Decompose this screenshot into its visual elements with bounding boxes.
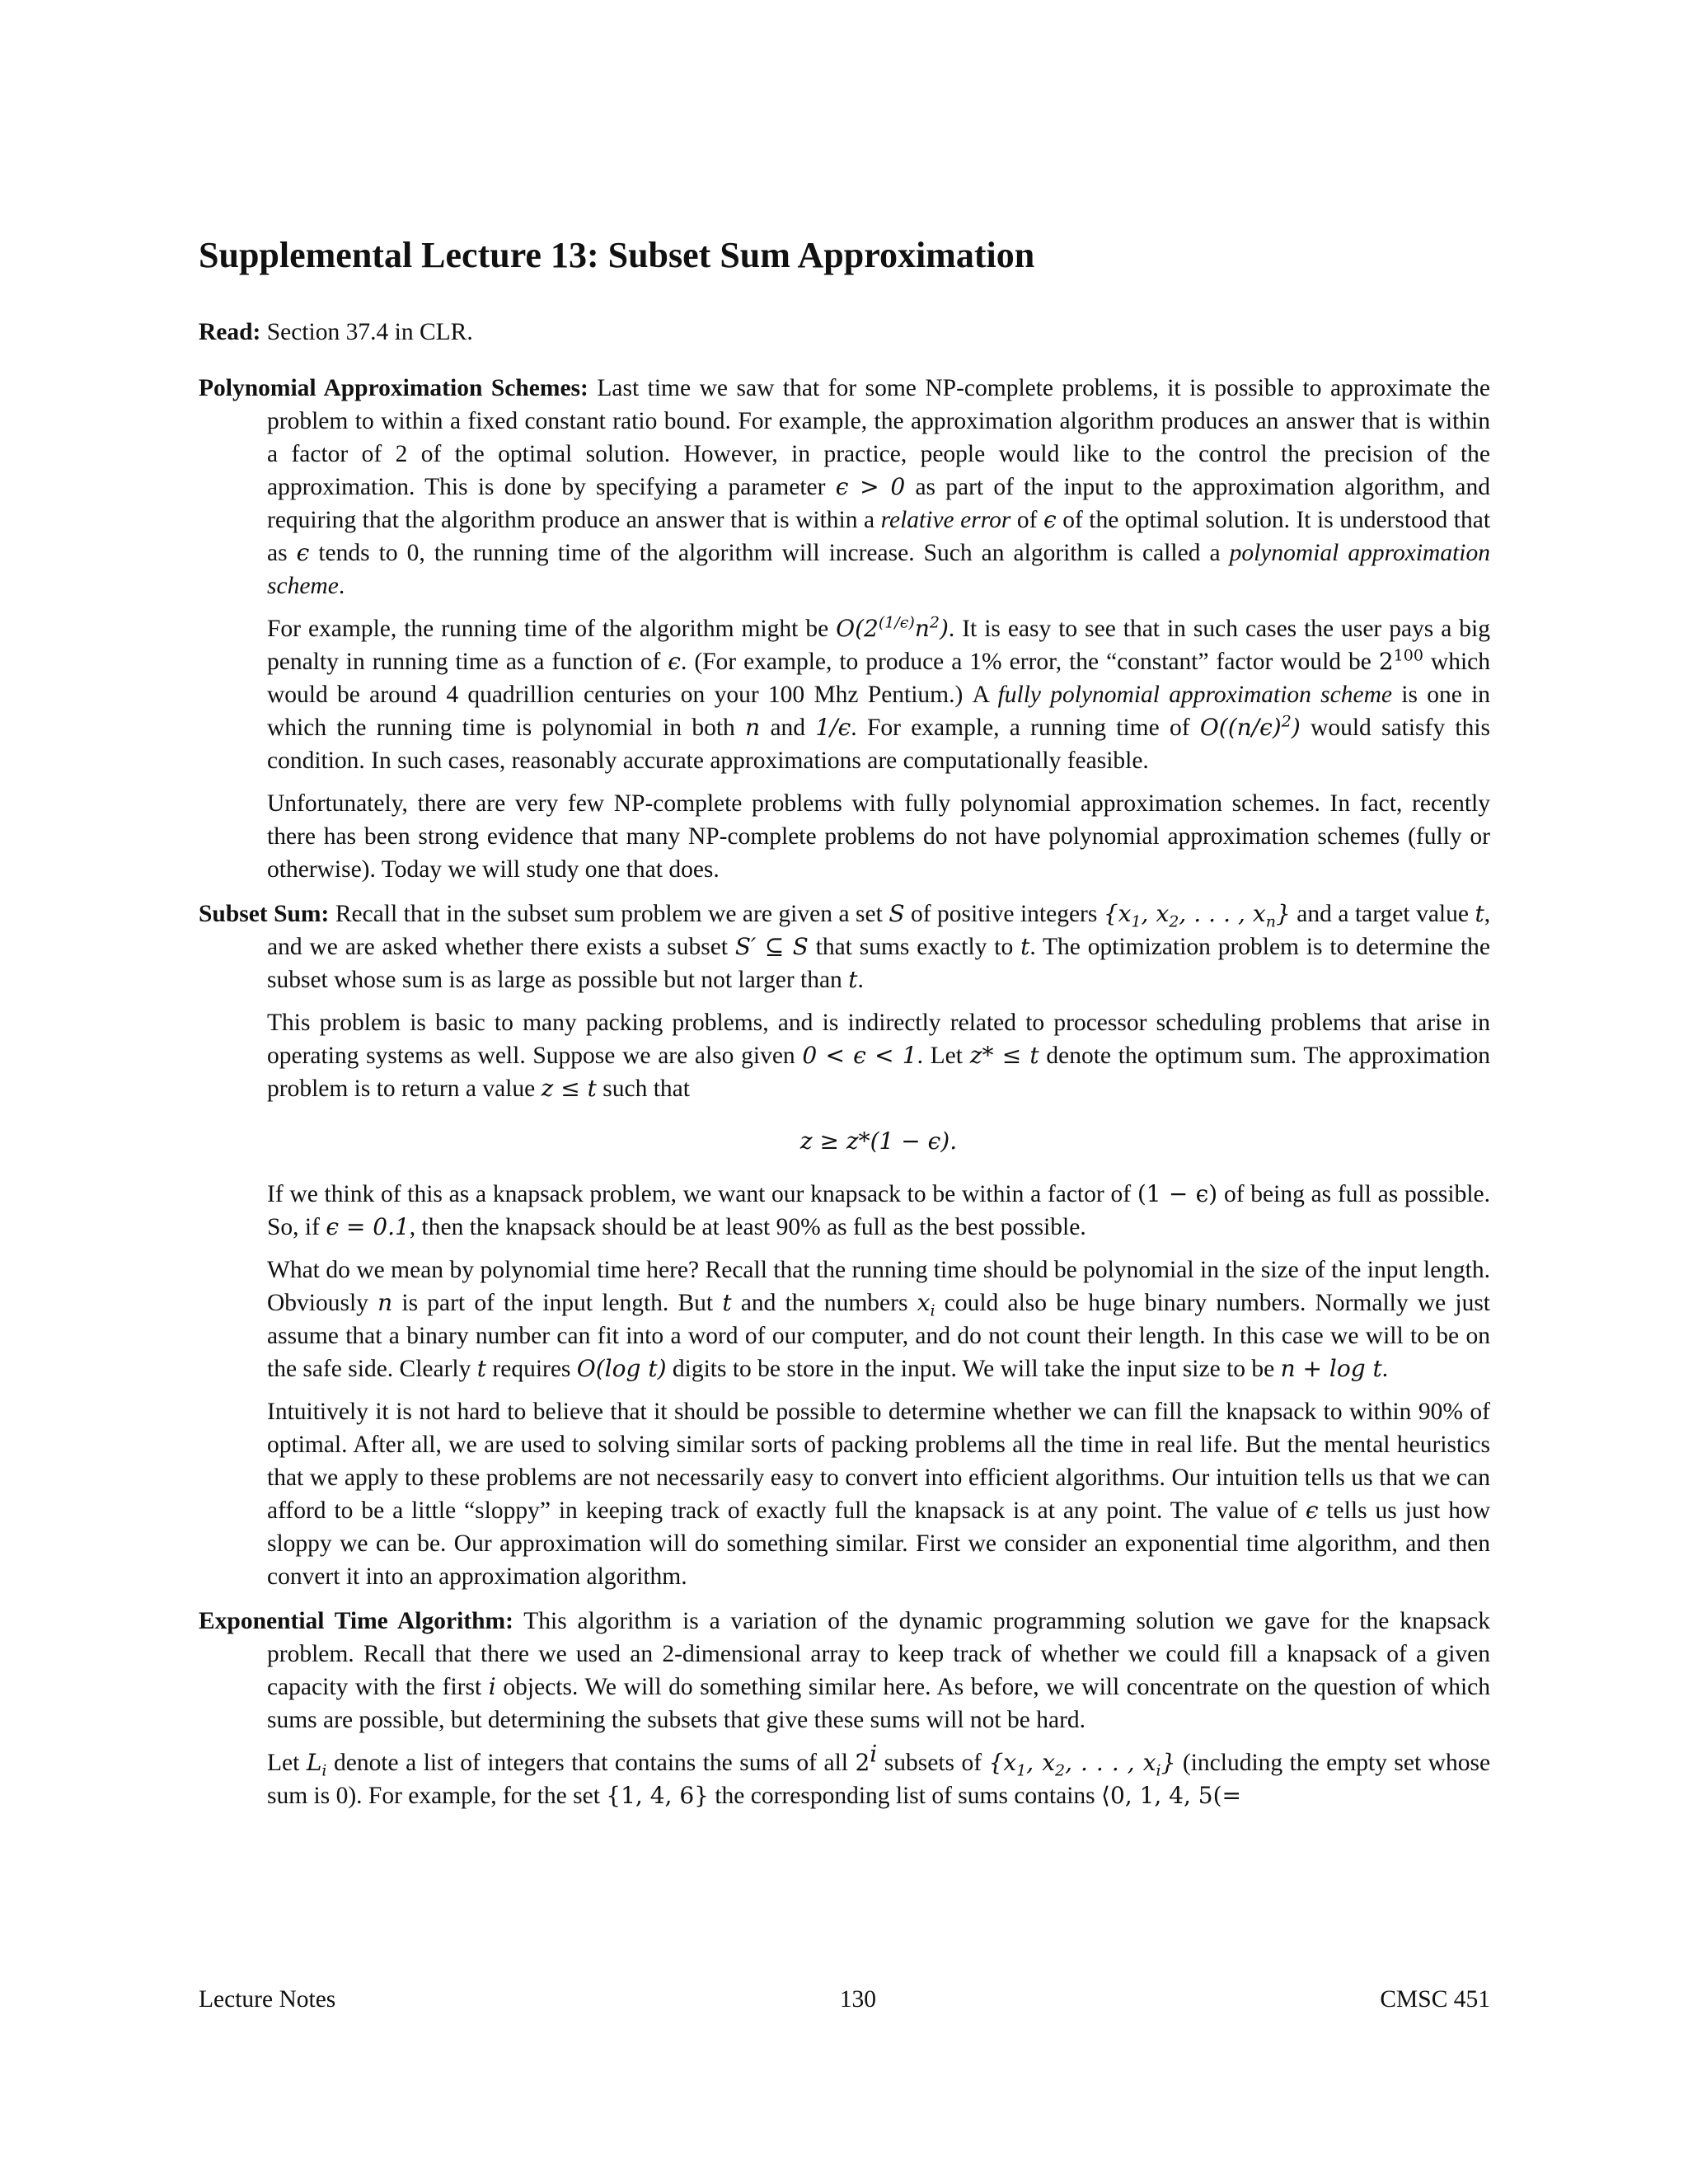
math-input-size: n + log t: [1280, 1354, 1382, 1382]
ss-p3c: , then the knapsack should be at least 90% as full as the best possible.: [409, 1213, 1086, 1240]
math-set-open: {x: [988, 1748, 1017, 1776]
math-o-log-t: O(log t): [576, 1354, 667, 1382]
ss-p4f: digits to be store in the input. We will take the input size to be: [672, 1355, 1275, 1382]
ss-p3a: If we think of this as a knapsack problem, we want our knapsack to be within a factor of: [267, 1180, 1132, 1207]
ss-p1e: that sums exactly to: [815, 933, 1014, 960]
math-sub: 2: [1169, 912, 1179, 931]
math-set-146: {1, 4, 6}: [606, 1781, 709, 1809]
math-brace: }: [1275, 899, 1291, 927]
math-exponent: (1/ϵ): [878, 613, 915, 632]
math-sub: 1: [1131, 912, 1142, 931]
math-t: t: [722, 1288, 732, 1316]
ss-p2b: . Let: [917, 1042, 963, 1069]
pas-term: polynomial approximation scheme: [267, 539, 1491, 599]
math-set-mid: , x: [1026, 1748, 1055, 1776]
math-running-time: [836, 615, 949, 642]
read-text: Section 37.4 in CLR.: [266, 318, 473, 345]
math-n: n: [914, 614, 930, 642]
section-pas: [199, 372, 1490, 886]
ss-p2c: denote the optimum sum. The approximation problem is to return a value: [267, 1042, 1491, 1102]
math-one-minus-eps: (1 − ϵ): [1137, 1179, 1218, 1207]
math-set-end: , . . . , x: [1065, 1748, 1156, 1776]
pas-paragraph-3: Unfortunately, there are very few NP-complete problems with fully polynomial approximation schemes. In fact, recently there has been strong evidence that many NP-complete problems do not have polynomial approximation schemes (fully or otherwise). Today we will study one that does.: [267, 790, 1490, 883]
ss-p3b: of being as full as possible. So, if: [267, 1180, 1491, 1240]
eta-p2c: subsets of: [884, 1749, 982, 1776]
math-eps: ϵ: [1305, 1496, 1319, 1524]
math-sub-i: i: [321, 1761, 327, 1780]
pas-p2b: . It is easy to see that in such cases the user pays a big penalty in running time as a function of: [267, 615, 1491, 675]
math-eps: ϵ: [668, 647, 681, 675]
ss-p2d: such that: [603, 1075, 690, 1102]
math-L: L: [306, 1748, 322, 1776]
page-content: [199, 234, 1490, 1824]
math-S: S: [889, 899, 905, 927]
ss-paragraph-1: Subset Sum: Recall that in the subset sum problem we are given a set S of positive integers {$x_1$, $x_2$, . . . , $x_n$} and a target value t, and we are asked whether there exists a subset S′ ⊆ S that sums exactly to t. The optimization problem is to determine the subset whose sum is as large as possible but not larger than t.: [199, 899, 1491, 993]
math-n: n: [377, 1288, 393, 1316]
math-i: i: [488, 1672, 496, 1700]
pas-p2d: which would be around 4 quadrillion centuries on your 100 Mhz Pentium.) A: [267, 648, 1490, 708]
math-base: 2: [1378, 647, 1394, 675]
eta-paragraph-1: [199, 1605, 1491, 1736]
eta-p2a: Let: [267, 1749, 300, 1776]
ss-p1c: and a target value: [1296, 900, 1469, 927]
math-eps: ϵ: [1043, 505, 1057, 533]
math-eps: ϵ: [296, 538, 310, 566]
math-set-mid: , x: [1141, 899, 1170, 927]
pas-relative-error: relative error: [880, 506, 1011, 533]
pas-p1b: as part of the input to the approximation algorithm, and requiring that the algorithm produce an answer that is within a: [267, 473, 1491, 533]
math-x: x: [917, 1288, 931, 1316]
math-list-start: ⟨0, 1, 4, 5(=: [1101, 1781, 1241, 1809]
pas-p1e: tends to 0, the running time of the algorithm will increase. Such an algorithm is called a: [318, 539, 1221, 566]
ss-p2a: This problem is basic to many packing problems, and is indirectly related to processor scheduling problems that arise in operating systems as well. Suppose we are also given: [267, 1009, 1490, 1069]
pas-fpas-term: fully polynomial approximation scheme: [997, 681, 1392, 708]
math-eps-eq: ϵ = 0.1: [326, 1212, 410, 1240]
math-set-end: , . . . , x: [1179, 899, 1266, 927]
footer-page-number: 130: [839, 1986, 876, 2013]
ss-p5b: tells us just how sloppy we can be. Our approximation will do something similar. First we consider an exponential time algorithm, and then convert it into an approximation algorithm.: [267, 1497, 1490, 1590]
read-label: Read:: [199, 318, 261, 345]
math-squared: 2: [929, 613, 940, 632]
ss-p1a: Recall that in the subset sum problem we are given a set: [335, 900, 883, 927]
ss-p4b: is part of the input length. But: [401, 1289, 714, 1316]
eta-p1b: objects. We will do something similar here. As before, we will concentrate on the question of which sums are possible, but determining the subsets that give these sums will not be hard.: [267, 1673, 1491, 1733]
math-t: t: [848, 965, 858, 993]
pas-heading: Polynomial Approximation Schemes:: [199, 374, 588, 401]
math-t: t: [476, 1354, 487, 1382]
pas-p2h: would satisfy this condition. In such cases, reasonably accurate approximations are computationally feasible.: [267, 714, 1491, 774]
math-set-x: [1103, 899, 1291, 931]
math-t: t: [1020, 932, 1030, 960]
page-title: Supplemental Lecture 13: Subset Sum Approximation: [199, 235, 1035, 275]
pas-paragraph-2: [267, 612, 1490, 777]
math-2-100: [1379, 648, 1423, 675]
eta-p1a: This algorithm is a variation of the dynamic programming solution we gave for the knapsack problem. Recall that there we used an 2-dimensional array to keep track of whether we could fill a knapsack of a given capacity with the first: [267, 1607, 1491, 1700]
display-equation: z ≥ z*(1 − ϵ).: [799, 1127, 958, 1155]
math-sub-i: i: [1156, 1761, 1161, 1780]
eta-p2e: the corresponding list of sums contains: [715, 1782, 1095, 1809]
math-base: 2: [855, 1748, 870, 1776]
math-Li: [306, 1748, 327, 1780]
math-sub: 2: [1055, 1761, 1066, 1780]
math-2-i: [855, 1740, 878, 1776]
pas-p2c: . (For example, to produce a 1% error, the “constant” factor would be: [680, 648, 1372, 675]
math-exp-i: i: [870, 1740, 878, 1768]
ss-p5a: Intuitively it is not hard to believe that it should be possible to determine whether we can fill the knapsack to within 90% of optimal. After all, we are used to solving similar sorts of packing problems all the time in real life. But the mental heuristics that we apply to these problems are not necessarily easy to convert into efficient algorithms. Our intuition tells us that we can afford to be a little “sloppy” in keeping track of exactly full the knapsack is at any point. The value of: [267, 1398, 1490, 1524]
ss-p4e: requires: [492, 1355, 571, 1382]
read-line: [199, 316, 1490, 349]
eta-p2d: (including the empty set whose sum is 0). For example, for the set: [267, 1749, 1491, 1809]
ss-paragraph-5: [267, 1395, 1490, 1593]
math-paren: ): [1291, 713, 1301, 741]
pas-p2f: and: [770, 714, 806, 741]
math-set-open: {x: [1103, 899, 1132, 927]
ss-paragraph-4: What do we mean by polynomial time here? Recall that the running time should be polynomial in the size of the input length. Obviously n is part of the input length. But t and the numbers $x_i$ could also be huge binary numbers. Normally we just assume that a binary number can fit into a word of our computer, and do not count their length. In this case we will to be on the safe side. Clearly t requires O(log t) digits to be store in the input. We will take the input size to be n + log t.: [267, 1256, 1491, 1382]
ss-p1d: , and we are asked whether there exists a subset: [267, 900, 1491, 960]
section-exponential-time: [199, 1605, 1490, 1812]
pas-p2g: . For example, a running time of: [851, 714, 1190, 741]
ss-p4c: and the numbers: [740, 1289, 908, 1316]
math-paren: ): [939, 614, 949, 642]
math-one-over-eps: 1/ϵ: [815, 713, 851, 741]
ss-p1b: of positive integers: [911, 900, 1098, 927]
math-t: t: [1475, 899, 1484, 927]
math-eps-gt-0: ϵ > 0: [835, 472, 906, 500]
eta-paragraph-2: [267, 1740, 1491, 1812]
pas-p2e: is one in which the running time is polynomial in both: [267, 681, 1491, 741]
ss-paragraph-2: [267, 1006, 1490, 1105]
math-squared: 2: [1281, 712, 1292, 731]
math-o-n-eps-base: O((n/ϵ): [1199, 713, 1282, 741]
math-set-xi: [988, 1748, 1176, 1780]
ss-p4d: could also be huge binary numbers. Normally we just assume that a binary number can fit into a word of our computer, and do not count their length. In this case we will to be on the safe side. Clearly: [267, 1289, 1491, 1382]
eta-heading: Exponential Time Algorithm:: [199, 1607, 513, 1634]
ss-paragraph-3: [267, 1178, 1490, 1244]
ss-p1f: . The optimization problem is to determine the subset whose sum is as large as possible but not larger than: [267, 933, 1491, 993]
math-xi: [917, 1288, 935, 1320]
math-z-le-t: z ≤ t: [541, 1074, 597, 1102]
pas-paragraph-1: Polynomial Approximation Schemes: Last time we saw that for some NP-complete problems, it is possible to approximate the problem to within a fixed constant ratio bound. For example, the approximation algorithm produces an answer that is within a factor of 2 of the optimal solution. However, in practice, people would like to the control the precision of the approximation. This is done by specifying a parameter ϵ > 0 as part of the input to the approximation algorithm, and requiring that the algorithm produce an answer that is within a relative error of ϵ of the optimal solution. It is understood that as ϵ tends to 0, the running time of the algorithm will increase. Such an algorithm is called a polynomial approximation scheme.: [199, 374, 1491, 599]
math-sub: n: [1265, 912, 1276, 931]
math-big-o: O(2: [836, 614, 879, 642]
ss-p4a: What do we mean by polynomial time here? Recall that the running time should be polynomial in the size of the input length. Obviously: [267, 1256, 1490, 1316]
math-zstar: z* ≤ t: [969, 1041, 1039, 1069]
pas-p1d: of the optimal solution. It is understood that as: [267, 506, 1491, 566]
math-subset: S′ ⊆ S: [734, 932, 809, 960]
math-n: n: [745, 713, 761, 741]
pas-p1a: Last time we saw that for some NP-complete problems, it is possible to approximate the problem to within a fixed constant ratio bound. For example, the approximation algorithm produces an answer that is within a factor of 2 of the optimal solution. However, in practice, people would like to the control the precision of the approximation. This is done by specifying a parameter: [267, 374, 1490, 500]
pas-p2a: For example, the running time of the algorithm might be: [267, 615, 829, 642]
math-eps-range: 0 < ϵ < 1: [802, 1041, 917, 1069]
math-exp-100: 100: [1393, 646, 1423, 665]
eta-p2b: denote a list of integers that contains the sums of all: [333, 1749, 848, 1776]
footer-left: Lecture Notes: [199, 1986, 336, 2013]
pas-p1c: of: [1016, 506, 1038, 533]
math-o-n-eps: [1200, 714, 1301, 741]
math-brace: }: [1160, 1748, 1176, 1776]
footer-right: CMSC 451: [1380, 1986, 1490, 2013]
math-sub: 1: [1016, 1761, 1027, 1780]
section-subset-sum: [199, 898, 1490, 1593]
page-footer: [199, 1986, 1490, 2013]
math-sub-i: i: [930, 1301, 935, 1320]
ss-heading: Subset Sum:: [199, 900, 330, 927]
